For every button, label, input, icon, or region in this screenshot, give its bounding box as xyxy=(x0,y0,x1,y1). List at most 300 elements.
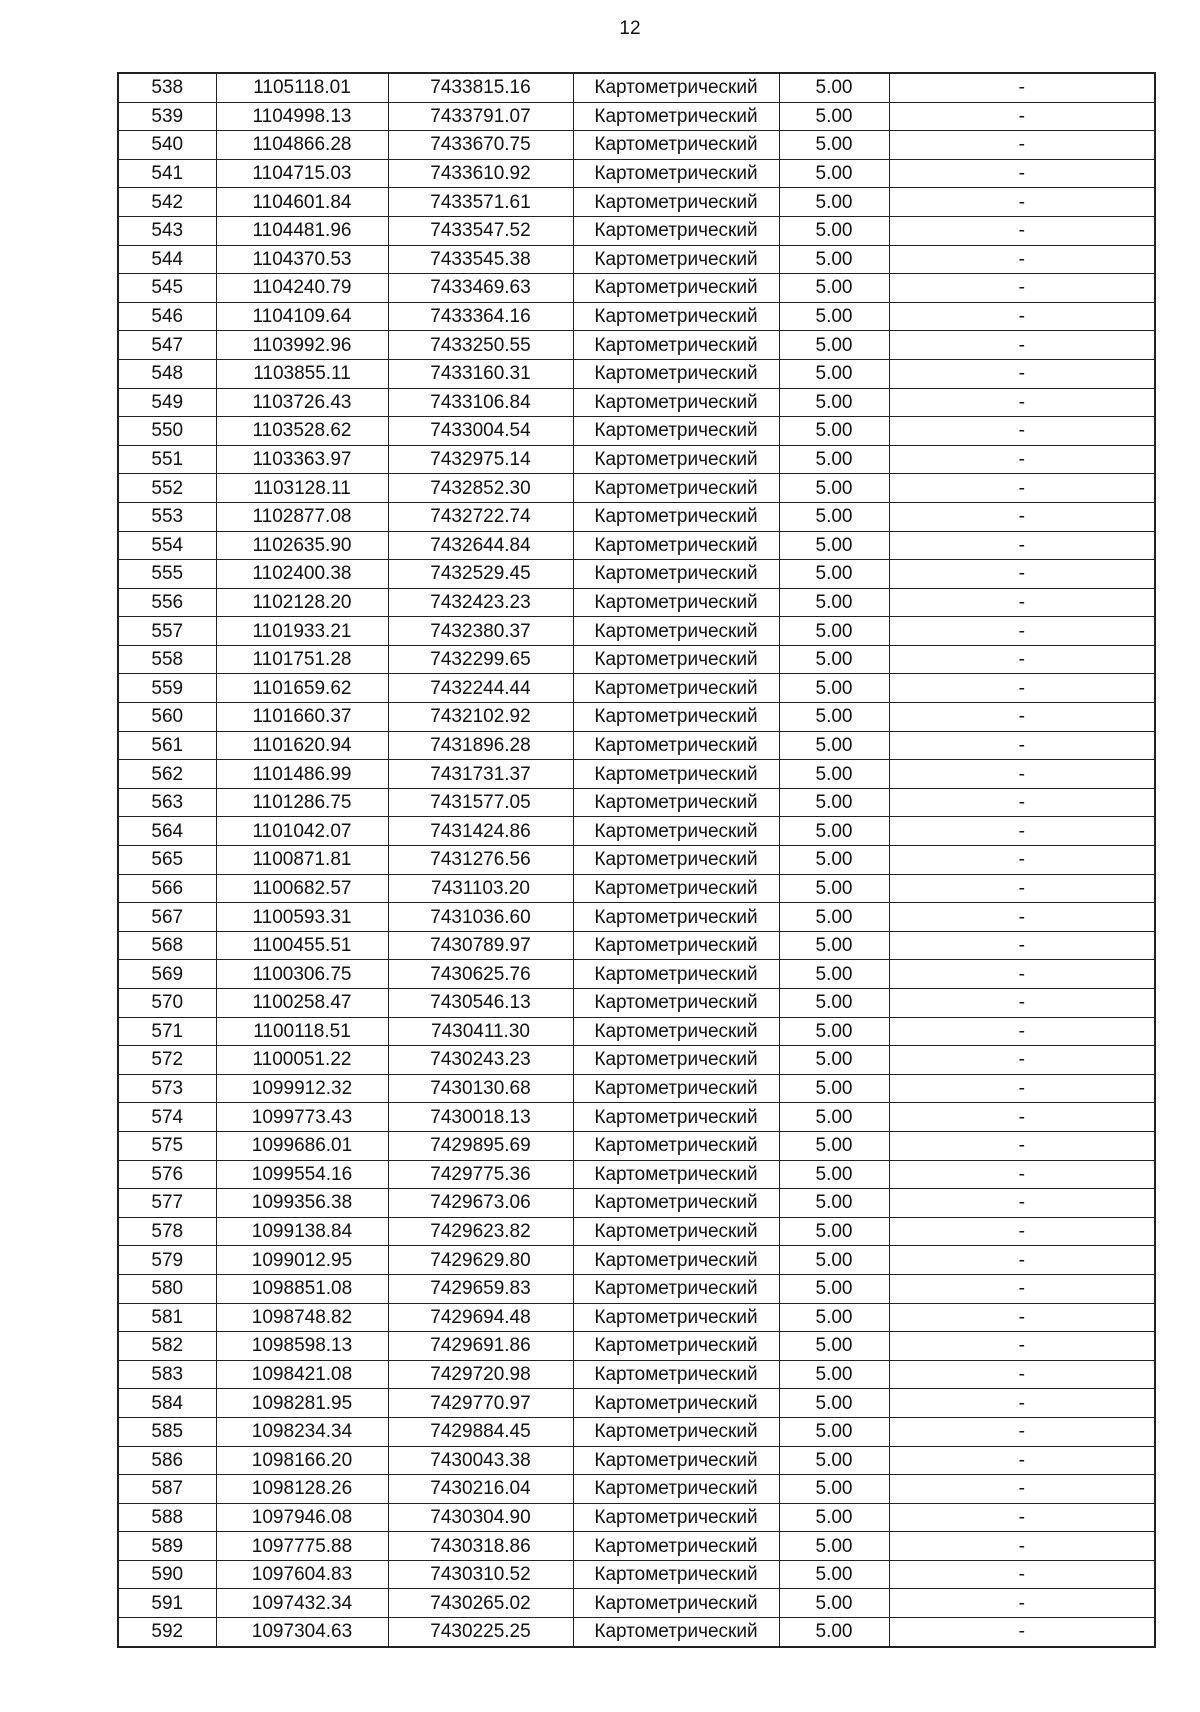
accuracy-cell: 5.00 xyxy=(779,560,889,589)
table-row xyxy=(118,645,1155,674)
x-coordinate-cell: 1099138.84 xyxy=(216,1217,388,1246)
x-coordinate-cell: 1101751.28 xyxy=(216,645,388,674)
point-number-cell: 539 xyxy=(118,102,216,131)
x-coordinate-cell: 1103855.11 xyxy=(216,359,388,388)
accuracy-cell: 5.00 xyxy=(779,1360,889,1389)
note-cell: - xyxy=(889,989,1155,1018)
table-row xyxy=(118,731,1155,760)
accuracy-cell: 5.00 xyxy=(779,331,889,360)
x-coordinate-cell: 1097775.88 xyxy=(216,1532,388,1561)
table-row xyxy=(118,703,1155,732)
x-coordinate-cell: 1101659.62 xyxy=(216,674,388,703)
method-cell: Картометрический xyxy=(573,302,779,331)
point-number-cell: 547 xyxy=(118,331,216,360)
y-coordinate-cell: 7431577.05 xyxy=(388,788,573,817)
table-row xyxy=(118,131,1155,160)
note-cell: - xyxy=(889,703,1155,732)
accuracy-cell: 5.00 xyxy=(779,1446,889,1475)
accuracy-cell: 5.00 xyxy=(779,388,889,417)
accuracy-cell: 5.00 xyxy=(779,531,889,560)
note-cell: - xyxy=(889,1189,1155,1218)
table-row xyxy=(118,331,1155,360)
note-cell: - xyxy=(889,502,1155,531)
point-number-cell: 591 xyxy=(118,1589,216,1618)
point-number-cell: 551 xyxy=(118,445,216,474)
point-number-cell: 559 xyxy=(118,674,216,703)
point-number-cell: 543 xyxy=(118,216,216,245)
accuracy-cell: 5.00 xyxy=(779,1475,889,1504)
accuracy-cell: 5.00 xyxy=(779,989,889,1018)
method-cell: Картометрический xyxy=(573,1503,779,1532)
point-number-cell: 561 xyxy=(118,731,216,760)
table-row xyxy=(118,617,1155,646)
x-coordinate-cell: 1098851.08 xyxy=(216,1274,388,1303)
note-cell: - xyxy=(889,931,1155,960)
method-cell: Картометрический xyxy=(573,1560,779,1589)
accuracy-cell: 5.00 xyxy=(779,1389,889,1418)
y-coordinate-cell: 7430018.13 xyxy=(388,1103,573,1132)
table-row xyxy=(118,1160,1155,1189)
y-coordinate-cell: 7429691.86 xyxy=(388,1332,573,1361)
accuracy-cell: 5.00 xyxy=(779,359,889,388)
accuracy-cell: 5.00 xyxy=(779,131,889,160)
method-cell: Картометрический xyxy=(573,1446,779,1475)
accuracy-cell: 5.00 xyxy=(779,1332,889,1361)
method-cell: Картометрический xyxy=(573,1332,779,1361)
note-cell: - xyxy=(889,131,1155,160)
method-cell: Картометрический xyxy=(573,159,779,188)
point-number-cell: 585 xyxy=(118,1417,216,1446)
x-coordinate-cell: 1098281.95 xyxy=(216,1389,388,1418)
note-cell: - xyxy=(889,188,1155,217)
y-coordinate-cell: 7433610.92 xyxy=(388,159,573,188)
y-coordinate-cell: 7433670.75 xyxy=(388,131,573,160)
method-cell: Картометрический xyxy=(573,588,779,617)
method-cell: Картометрический xyxy=(573,102,779,131)
table-row xyxy=(118,302,1155,331)
point-number-cell: 548 xyxy=(118,359,216,388)
accuracy-cell: 5.00 xyxy=(779,188,889,217)
y-coordinate-cell: 7430625.76 xyxy=(388,960,573,989)
table-row xyxy=(118,1046,1155,1075)
note-cell: - xyxy=(889,560,1155,589)
method-cell: Картометрический xyxy=(573,931,779,960)
y-coordinate-cell: 7430130.68 xyxy=(388,1074,573,1103)
y-coordinate-cell: 7432852.30 xyxy=(388,474,573,503)
accuracy-cell: 5.00 xyxy=(779,645,889,674)
y-coordinate-cell: 7429720.98 xyxy=(388,1360,573,1389)
point-number-cell: 538 xyxy=(118,73,216,102)
x-coordinate-cell: 1103128.11 xyxy=(216,474,388,503)
table-row xyxy=(118,502,1155,531)
x-coordinate-cell: 1101286.75 xyxy=(216,788,388,817)
accuracy-cell: 5.00 xyxy=(779,245,889,274)
note-cell: - xyxy=(889,73,1155,102)
note-cell: - xyxy=(889,1303,1155,1332)
table-row xyxy=(118,359,1155,388)
point-number-cell: 569 xyxy=(118,960,216,989)
table-row xyxy=(118,1217,1155,1246)
x-coordinate-cell: 1104240.79 xyxy=(216,274,388,303)
y-coordinate-cell: 7430789.97 xyxy=(388,931,573,960)
note-cell: - xyxy=(889,1246,1155,1275)
y-coordinate-cell: 7429659.83 xyxy=(388,1274,573,1303)
method-cell: Картометрический xyxy=(573,846,779,875)
note-cell: - xyxy=(889,1360,1155,1389)
point-number-cell: 544 xyxy=(118,245,216,274)
accuracy-cell: 5.00 xyxy=(779,1189,889,1218)
note-cell: - xyxy=(889,1560,1155,1589)
y-coordinate-cell: 7430225.25 xyxy=(388,1618,573,1647)
point-number-cell: 568 xyxy=(118,931,216,960)
table-row xyxy=(118,1332,1155,1361)
point-number-cell: 571 xyxy=(118,1017,216,1046)
point-number-cell: 579 xyxy=(118,1246,216,1275)
y-coordinate-cell: 7433571.61 xyxy=(388,188,573,217)
point-number-cell: 575 xyxy=(118,1131,216,1160)
x-coordinate-cell: 1103992.96 xyxy=(216,331,388,360)
x-coordinate-cell: 1100258.47 xyxy=(216,989,388,1018)
x-coordinate-cell: 1099773.43 xyxy=(216,1103,388,1132)
x-coordinate-cell: 1100118.51 xyxy=(216,1017,388,1046)
note-cell: - xyxy=(889,531,1155,560)
method-cell: Картометрический xyxy=(573,1046,779,1075)
y-coordinate-cell: 7430216.04 xyxy=(388,1475,573,1504)
note-cell: - xyxy=(889,245,1155,274)
note-cell: - xyxy=(889,216,1155,245)
x-coordinate-cell: 1098128.26 xyxy=(216,1475,388,1504)
x-coordinate-cell: 1104370.53 xyxy=(216,245,388,274)
accuracy-cell: 5.00 xyxy=(779,588,889,617)
y-coordinate-cell: 7432380.37 xyxy=(388,617,573,646)
y-coordinate-cell: 7432244.44 xyxy=(388,674,573,703)
point-number-cell: 567 xyxy=(118,903,216,932)
point-number-cell: 552 xyxy=(118,474,216,503)
x-coordinate-cell: 1101042.07 xyxy=(216,817,388,846)
accuracy-cell: 5.00 xyxy=(779,817,889,846)
method-cell: Картометрический xyxy=(573,1074,779,1103)
method-cell: Картометрический xyxy=(573,1246,779,1275)
x-coordinate-cell: 1103528.62 xyxy=(216,417,388,446)
point-number-cell: 572 xyxy=(118,1046,216,1075)
accuracy-cell: 5.00 xyxy=(779,846,889,875)
y-coordinate-cell: 7430243.23 xyxy=(388,1046,573,1075)
table-row xyxy=(118,788,1155,817)
table-row xyxy=(118,1360,1155,1389)
accuracy-cell: 5.00 xyxy=(779,1217,889,1246)
accuracy-cell: 5.00 xyxy=(779,474,889,503)
accuracy-cell: 5.00 xyxy=(779,1246,889,1275)
method-cell: Картометрический xyxy=(573,1618,779,1647)
x-coordinate-cell: 1101620.94 xyxy=(216,731,388,760)
x-coordinate-cell: 1100455.51 xyxy=(216,931,388,960)
accuracy-cell: 5.00 xyxy=(779,159,889,188)
method-cell: Картометрический xyxy=(573,131,779,160)
method-cell: Картометрический xyxy=(573,1017,779,1046)
x-coordinate-cell: 1101933.21 xyxy=(216,617,388,646)
x-coordinate-cell: 1098234.34 xyxy=(216,1417,388,1446)
method-cell: Картометрический xyxy=(573,1303,779,1332)
note-cell: - xyxy=(889,1332,1155,1361)
table-row xyxy=(118,1532,1155,1561)
y-coordinate-cell: 7429673.06 xyxy=(388,1189,573,1218)
page-number: 12 xyxy=(619,18,641,39)
note-cell: - xyxy=(889,102,1155,131)
accuracy-cell: 5.00 xyxy=(779,274,889,303)
table-row xyxy=(118,1560,1155,1589)
method-cell: Картометрический xyxy=(573,560,779,589)
table-row xyxy=(118,159,1155,188)
note-cell: - xyxy=(889,1446,1155,1475)
point-number-cell: 550 xyxy=(118,417,216,446)
point-number-cell: 563 xyxy=(118,788,216,817)
accuracy-cell: 5.00 xyxy=(779,1074,889,1103)
method-cell: Картометрический xyxy=(573,760,779,789)
y-coordinate-cell: 7433469.63 xyxy=(388,274,573,303)
table-row xyxy=(118,674,1155,703)
point-number-cell: 580 xyxy=(118,1274,216,1303)
accuracy-cell: 5.00 xyxy=(779,903,889,932)
note-cell: - xyxy=(889,159,1155,188)
table-row xyxy=(118,874,1155,903)
y-coordinate-cell: 7431103.20 xyxy=(388,874,573,903)
point-number-cell: 587 xyxy=(118,1475,216,1504)
y-coordinate-cell: 7432529.45 xyxy=(388,560,573,589)
point-number-cell: 549 xyxy=(118,388,216,417)
x-coordinate-cell: 1102635.90 xyxy=(216,531,388,560)
method-cell: Картометрический xyxy=(573,1189,779,1218)
x-coordinate-cell: 1100306.75 xyxy=(216,960,388,989)
x-coordinate-cell: 1104481.96 xyxy=(216,216,388,245)
accuracy-cell: 5.00 xyxy=(779,931,889,960)
note-cell: - xyxy=(889,359,1155,388)
x-coordinate-cell: 1097432.34 xyxy=(216,1589,388,1618)
y-coordinate-cell: 7429694.48 xyxy=(388,1303,573,1332)
table-row xyxy=(118,760,1155,789)
y-coordinate-cell: 7430304.90 xyxy=(388,1503,573,1532)
method-cell: Картометрический xyxy=(573,245,779,274)
x-coordinate-cell: 1102877.08 xyxy=(216,502,388,531)
accuracy-cell: 5.00 xyxy=(779,1160,889,1189)
note-cell: - xyxy=(889,617,1155,646)
note-cell: - xyxy=(889,1503,1155,1532)
method-cell: Картометрический xyxy=(573,1389,779,1418)
table-row xyxy=(118,102,1155,131)
x-coordinate-cell: 1098598.13 xyxy=(216,1332,388,1361)
table-row xyxy=(118,1274,1155,1303)
point-number-cell: 562 xyxy=(118,760,216,789)
method-cell: Картометрический xyxy=(573,274,779,303)
y-coordinate-cell: 7433364.16 xyxy=(388,302,573,331)
method-cell: Картометрический xyxy=(573,188,779,217)
method-cell: Картометрический xyxy=(573,531,779,560)
note-cell: - xyxy=(889,846,1155,875)
y-coordinate-cell: 7433815.16 xyxy=(388,73,573,102)
method-cell: Картометрический xyxy=(573,903,779,932)
point-number-cell: 541 xyxy=(118,159,216,188)
note-cell: - xyxy=(889,1131,1155,1160)
accuracy-cell: 5.00 xyxy=(779,1303,889,1332)
point-number-cell: 581 xyxy=(118,1303,216,1332)
table-row xyxy=(118,188,1155,217)
note-cell: - xyxy=(889,1532,1155,1561)
table-row xyxy=(118,274,1155,303)
accuracy-cell: 5.00 xyxy=(779,731,889,760)
method-cell: Картометрический xyxy=(573,674,779,703)
accuracy-cell: 5.00 xyxy=(779,674,889,703)
note-cell: - xyxy=(889,1160,1155,1189)
y-coordinate-cell: 7432423.23 xyxy=(388,588,573,617)
y-coordinate-cell: 7432722.74 xyxy=(388,502,573,531)
x-coordinate-cell: 1104715.03 xyxy=(216,159,388,188)
x-coordinate-cell: 1098748.82 xyxy=(216,1303,388,1332)
x-coordinate-cell: 1101486.99 xyxy=(216,760,388,789)
note-cell: - xyxy=(889,1103,1155,1132)
y-coordinate-cell: 7430411.30 xyxy=(388,1017,573,1046)
y-coordinate-cell: 7433791.07 xyxy=(388,102,573,131)
table-row xyxy=(118,245,1155,274)
note-cell: - xyxy=(889,1618,1155,1647)
point-number-cell: 564 xyxy=(118,817,216,846)
note-cell: - xyxy=(889,1417,1155,1446)
point-number-cell: 583 xyxy=(118,1360,216,1389)
method-cell: Картометрический xyxy=(573,1360,779,1389)
point-number-cell: 554 xyxy=(118,531,216,560)
method-cell: Картометрический xyxy=(573,1274,779,1303)
point-number-cell: 577 xyxy=(118,1189,216,1218)
note-cell: - xyxy=(889,645,1155,674)
accuracy-cell: 5.00 xyxy=(779,1560,889,1589)
y-coordinate-cell: 7429770.97 xyxy=(388,1389,573,1418)
table-row xyxy=(118,1131,1155,1160)
method-cell: Картометрический xyxy=(573,1103,779,1132)
table-row xyxy=(118,1446,1155,1475)
accuracy-cell: 5.00 xyxy=(779,1103,889,1132)
method-cell: Картометрический xyxy=(573,617,779,646)
x-coordinate-cell: 1097304.63 xyxy=(216,1618,388,1647)
accuracy-cell: 5.00 xyxy=(779,216,889,245)
table-row xyxy=(118,903,1155,932)
note-cell: - xyxy=(889,588,1155,617)
accuracy-cell: 5.00 xyxy=(779,1532,889,1561)
y-coordinate-cell: 7429775.36 xyxy=(388,1160,573,1189)
method-cell: Картометрический xyxy=(573,874,779,903)
method-cell: Картометрический xyxy=(573,1131,779,1160)
point-number-cell: 553 xyxy=(118,502,216,531)
y-coordinate-cell: 7432975.14 xyxy=(388,445,573,474)
note-cell: - xyxy=(889,960,1155,989)
x-coordinate-cell: 1098166.20 xyxy=(216,1446,388,1475)
method-cell: Картометрический xyxy=(573,1589,779,1618)
accuracy-cell: 5.00 xyxy=(779,1417,889,1446)
y-coordinate-cell: 7433004.54 xyxy=(388,417,573,446)
point-number-cell: 546 xyxy=(118,302,216,331)
method-cell: Картометрический xyxy=(573,502,779,531)
point-number-cell: 576 xyxy=(118,1160,216,1189)
table-row xyxy=(118,1618,1155,1647)
method-cell: Картометрический xyxy=(573,359,779,388)
y-coordinate-cell: 7429629.80 xyxy=(388,1246,573,1275)
x-coordinate-cell: 1102400.38 xyxy=(216,560,388,589)
point-number-cell: 565 xyxy=(118,846,216,875)
method-cell: Картометрический xyxy=(573,1160,779,1189)
x-coordinate-cell: 1099012.95 xyxy=(216,1246,388,1275)
point-number-cell: 590 xyxy=(118,1560,216,1589)
point-number-cell: 558 xyxy=(118,645,216,674)
point-number-cell: 560 xyxy=(118,703,216,732)
x-coordinate-cell: 1100051.22 xyxy=(216,1046,388,1075)
x-coordinate-cell: 1097604.83 xyxy=(216,1560,388,1589)
method-cell: Картометрический xyxy=(573,331,779,360)
point-number-cell: 556 xyxy=(118,588,216,617)
method-cell: Картометрический xyxy=(573,645,779,674)
point-number-cell: 578 xyxy=(118,1217,216,1246)
table-row xyxy=(118,560,1155,589)
point-number-cell: 586 xyxy=(118,1446,216,1475)
y-coordinate-cell: 7433106.84 xyxy=(388,388,573,417)
x-coordinate-cell: 1099356.38 xyxy=(216,1189,388,1218)
point-number-cell: 542 xyxy=(118,188,216,217)
accuracy-cell: 5.00 xyxy=(779,1589,889,1618)
point-number-cell: 589 xyxy=(118,1532,216,1561)
method-cell: Картометрический xyxy=(573,817,779,846)
note-cell: - xyxy=(889,1017,1155,1046)
accuracy-cell: 5.00 xyxy=(779,445,889,474)
table-row xyxy=(118,1189,1155,1218)
note-cell: - xyxy=(889,817,1155,846)
note-cell: - xyxy=(889,331,1155,360)
note-cell: - xyxy=(889,788,1155,817)
method-cell: Картометрический xyxy=(573,703,779,732)
method-cell: Картометрический xyxy=(573,989,779,1018)
table-row xyxy=(118,531,1155,560)
note-cell: - xyxy=(889,1589,1155,1618)
table-row xyxy=(118,1389,1155,1418)
note-cell: - xyxy=(889,274,1155,303)
table-row xyxy=(118,1303,1155,1332)
method-cell: Картометрический xyxy=(573,417,779,446)
x-coordinate-cell: 1104998.13 xyxy=(216,102,388,131)
table-row xyxy=(118,1589,1155,1618)
accuracy-cell: 5.00 xyxy=(779,760,889,789)
y-coordinate-cell: 7432644.84 xyxy=(388,531,573,560)
point-number-cell: 555 xyxy=(118,560,216,589)
method-cell: Картометрический xyxy=(573,1475,779,1504)
table-row xyxy=(118,1074,1155,1103)
accuracy-cell: 5.00 xyxy=(779,617,889,646)
method-cell: Картометрический xyxy=(573,788,779,817)
accuracy-cell: 5.00 xyxy=(779,1618,889,1647)
point-number-cell: 584 xyxy=(118,1389,216,1418)
x-coordinate-cell: 1099554.16 xyxy=(216,1160,388,1189)
note-cell: - xyxy=(889,1389,1155,1418)
table-row xyxy=(118,588,1155,617)
table-row xyxy=(118,960,1155,989)
table-row xyxy=(118,417,1155,446)
x-coordinate-cell: 1102128.20 xyxy=(216,588,388,617)
y-coordinate-cell: 7429884.45 xyxy=(388,1417,573,1446)
table-row xyxy=(118,1475,1155,1504)
y-coordinate-cell: 7431896.28 xyxy=(388,731,573,760)
note-cell: - xyxy=(889,1217,1155,1246)
point-number-cell: 545 xyxy=(118,274,216,303)
accuracy-cell: 5.00 xyxy=(779,1046,889,1075)
table-row xyxy=(118,474,1155,503)
x-coordinate-cell: 1103726.43 xyxy=(216,388,388,417)
table-row xyxy=(118,846,1155,875)
y-coordinate-cell: 7431731.37 xyxy=(388,760,573,789)
coordinates-table-body xyxy=(118,73,1155,1647)
